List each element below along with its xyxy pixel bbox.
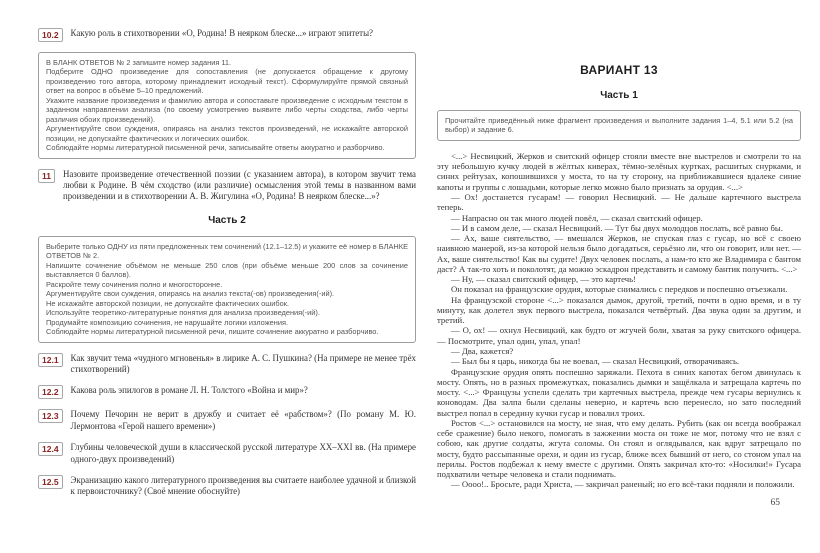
task-number-badge: 12.1 [38,353,63,367]
task-number-badge: 12.3 [38,409,63,423]
instruction-box-comparison [38,52,416,159]
task-10-2 [38,28,416,42]
task-number-badge: 12.2 [38,385,63,399]
task-text: Какую роль в стихотворении «О, Родина! В неярком блеске...» играют эпитеты? [70,28,373,38]
task-text: Назовите произведение отечественной поэзии (с указанием автора), в котором звучит тема любви к Родине. В чём сходство (или различие) осмысления этой темы в названном вами произведении и в стихотворении А. В. Жигулина «О, Родина! В неярком блеске...»? [63,168,416,202]
instruction-line: Используйте теоретико-литературные понятия для анализа произведения(-ий). [46,308,320,318]
passage-paragraph: <...> Несвицкий, Жерков и свитский офицер стояли вместе вне выстрелов и смотрели то на эту небольшую кучку людей в жёлтых киверах, тёмно-зелёных куртках, расшитых снурками, и синих рейтузах, копошившихся у моста, то на ту сторону, на приближавшиеся вдалеке синие капоты и группы с лошадьми, которые легко можно было признать за орудия. <...> [437,150,801,192]
essay-task-item [38,475,416,498]
instruction-line: Аргументируйте свои суждения, опираясь на анализ текста(-ов) произведения(-ий). [46,289,335,299]
passage-paragraph: — Ох! достанется гусарам! — говорил Несвицкий. — Не дальше картечного выстрела теперь. [437,192,801,213]
instruction-line: Выберите только ОДНУ из пяти предложенных тем сочинений (12.1–12.5) и укажите её номер в БЛАНКЕ ОТВЕТОВ № 2. [46,241,408,261]
task-text: Почему Печорин не верит в дружбу и считает её «рабством»? (По роману М. Ю. Лермонтова «Герой нашего времени») [70,409,416,431]
task-text: Как звучит тема «чудного мгновенья» в лирике А. С. Пушкина? (На примере не менее трёх стихотворений) [70,352,416,374]
essay-task-item [38,353,416,376]
essay-task-item [38,385,416,399]
essay-task-list [38,353,416,498]
literary-passage [437,151,801,490]
task-number-badge: 12.5 [38,475,63,489]
instruction-line: Раскройте тему сочинения полно и многосторонне. [46,279,223,289]
passage-paragraph: — Оооо!.. Бросьте, ради Христа, — закричал раненый; но его всё-таки подняли и положили. [451,479,795,490]
variant-heading: ВАРИАНТ 13 [580,63,658,77]
passage-paragraph: На французской стороне <...> показался дымок, другой, третий, почти в одно время, и в ту минуту, как долетел звук первого выстрела, показался четвёртый. Два звука один за другим, и третий. [437,294,801,326]
instruction-line: Не искажайте авторской позиции, не допускайте фактических ошибок. [46,298,289,308]
essay-task-item [38,409,416,432]
passage-paragraph: — Ах, ваше сиятельство, — вмешался Жерков, не спуская глаз с гусар, но всё с своею наивною манерой, из-за которой нельзя было догадаться, серьёзно ли, что он говорит, или нет. — Ах, ваше сиятельство! Как вы судите! Двух человек послать, а нам-то кто же Владимира с бантом даст? А так-то хоть и поколотят, да можно эскадрон представить и самому бантик получить. <...> [437,233,801,274]
task-text: Какова роль эпилогов в романе Л. Н. Толстого «Война и мир»? [70,385,308,396]
passage-paragraph: — И в самом деле, — сказал Несвицкий. — Тут бы двух молодцов послать, всё равно бы. [451,222,783,233]
essay-task-item [38,442,416,465]
right-page [437,63,801,490]
passage-paragraph: — О, ох! — охнул Несвицкий, как будто от жгучей боли, хватая за руку свитского офицера. — Посмотрите, упал один, упал, упал! [437,325,801,346]
instruction-line: Соблюдайте нормы литературной письменной речи, пишите сочинение аккуратно и разборчиво. [46,327,379,337]
task-number-badge: 12.4 [38,442,63,456]
passage-paragraph: — Был бы я царь, никогда бы не воевал, — сказал Несвицкий, отворачиваясь. [451,356,740,367]
instruction-line: Прочитайте приведённый ниже фрагмент произведения и выполните задания 1–4, 5.1 или 5.2 (на выбор) и задание 6. [445,116,793,135]
page-number: 65 [770,498,780,508]
task-text: Экранизацию какого литературного произведения вы считаете наиболее удачной и близкой к первоисточнику? (Своё мнение обоснуйте) [70,474,416,497]
instruction-line: Соблюдайте нормы литературной письменной речи, записывайте ответы аккуратно и разборчиво. [46,143,385,153]
instruction-line: Аргументируйте свои суждения, опираясь на анализ текстов произведений, не искажайте авторской позиции, не допускайте фактических и логических ошибок. [46,124,408,143]
instruction-box-read-fragment [437,110,801,141]
instruction-line: Продумайте композицию сочинения, не нарушайте логики изложения. [46,317,289,327]
instruction-line: Укажите название произведения и фамилию автора и сопоставьте произведение с исходным текстом в заданном направлении анализа (по своему усмотрению выявите либо черты сходства, либо черты различия обоих произведений). [46,95,408,124]
part-1-heading: Часть 1 [600,90,638,101]
passage-paragraph: Он показал на французские орудия, которые снимались с передков и поспешно отъезжали. [451,284,788,295]
instruction-line: Подберите ОДНО произведение для сопоставления (не допускается обращение к другому произведению того автора, которому принадлежит исходный текст). Сформулируйте прямой связный ответ на вопрос в объёме 5–10 предложений. [46,67,408,96]
passage-paragraph: Ростов <...> остановился на мосту, не зная, что ему делать. Рубить (как он всегда воображал себе сражение) было некого, помогать в зажжении моста он тоже не мог, потому что не взял с собою, как другие солдаты, жгута соломы. Он стоял и оглядывался, как вдруг затрещало по мосту, будто рассыпанные орехи, и один из гусар, ближе всех бывший от него, со стоном упал на перилы. Ростов подбежал к нему вместе с другими. Опять закричал кто-то: «Носилки!» Гусара подхватили четыре человека и стали поднимать. [437,417,801,480]
passage-paragraph: Французские орудия опять поспешно заряжали. Пехота в синих капотах бегом двинулась к мосту. Опять, но в разных промежутках, показались дымки и защёлкала и затрещала картечь по мосту. <...> Французы успели сделать три картечных выстрела, прежде чем гусары вернулись к коноводам. Два залпа были сделаны неверно, и картечь всю перенесло, но зато последний выстрел попал в середину кучки гусар и повалил троих. [437,366,801,418]
part-2-heading: Часть 2 [208,214,246,226]
task-11 [38,169,416,203]
task-text: Глубины человеческой души в классической русской литературе XX–XXI вв. (На примере одного-двух произведений) [70,442,416,464]
task-number-badge: 11 [38,169,55,183]
passage-paragraph: — Два, кажется? [451,345,514,356]
task-number-badge: 10.2 [38,28,63,42]
passage-paragraph: — Напрасно он так много людей повёл, — сказал свитский офицер. [451,212,703,223]
instruction-box-essay [38,236,416,343]
left-page [38,28,416,508]
passage-paragraph: — Ну, — сказал свитский офицер, — это картечь! [451,274,636,285]
instruction-line: Напишите сочинение объёмом не меньше 250 слов (при объёме меньше 200 слов за сочинение выставляется 0 баллов). [46,260,408,280]
instruction-line: В БЛАНК ОТВЕТОВ № 2 запишите номер задания 11. [46,58,232,67]
